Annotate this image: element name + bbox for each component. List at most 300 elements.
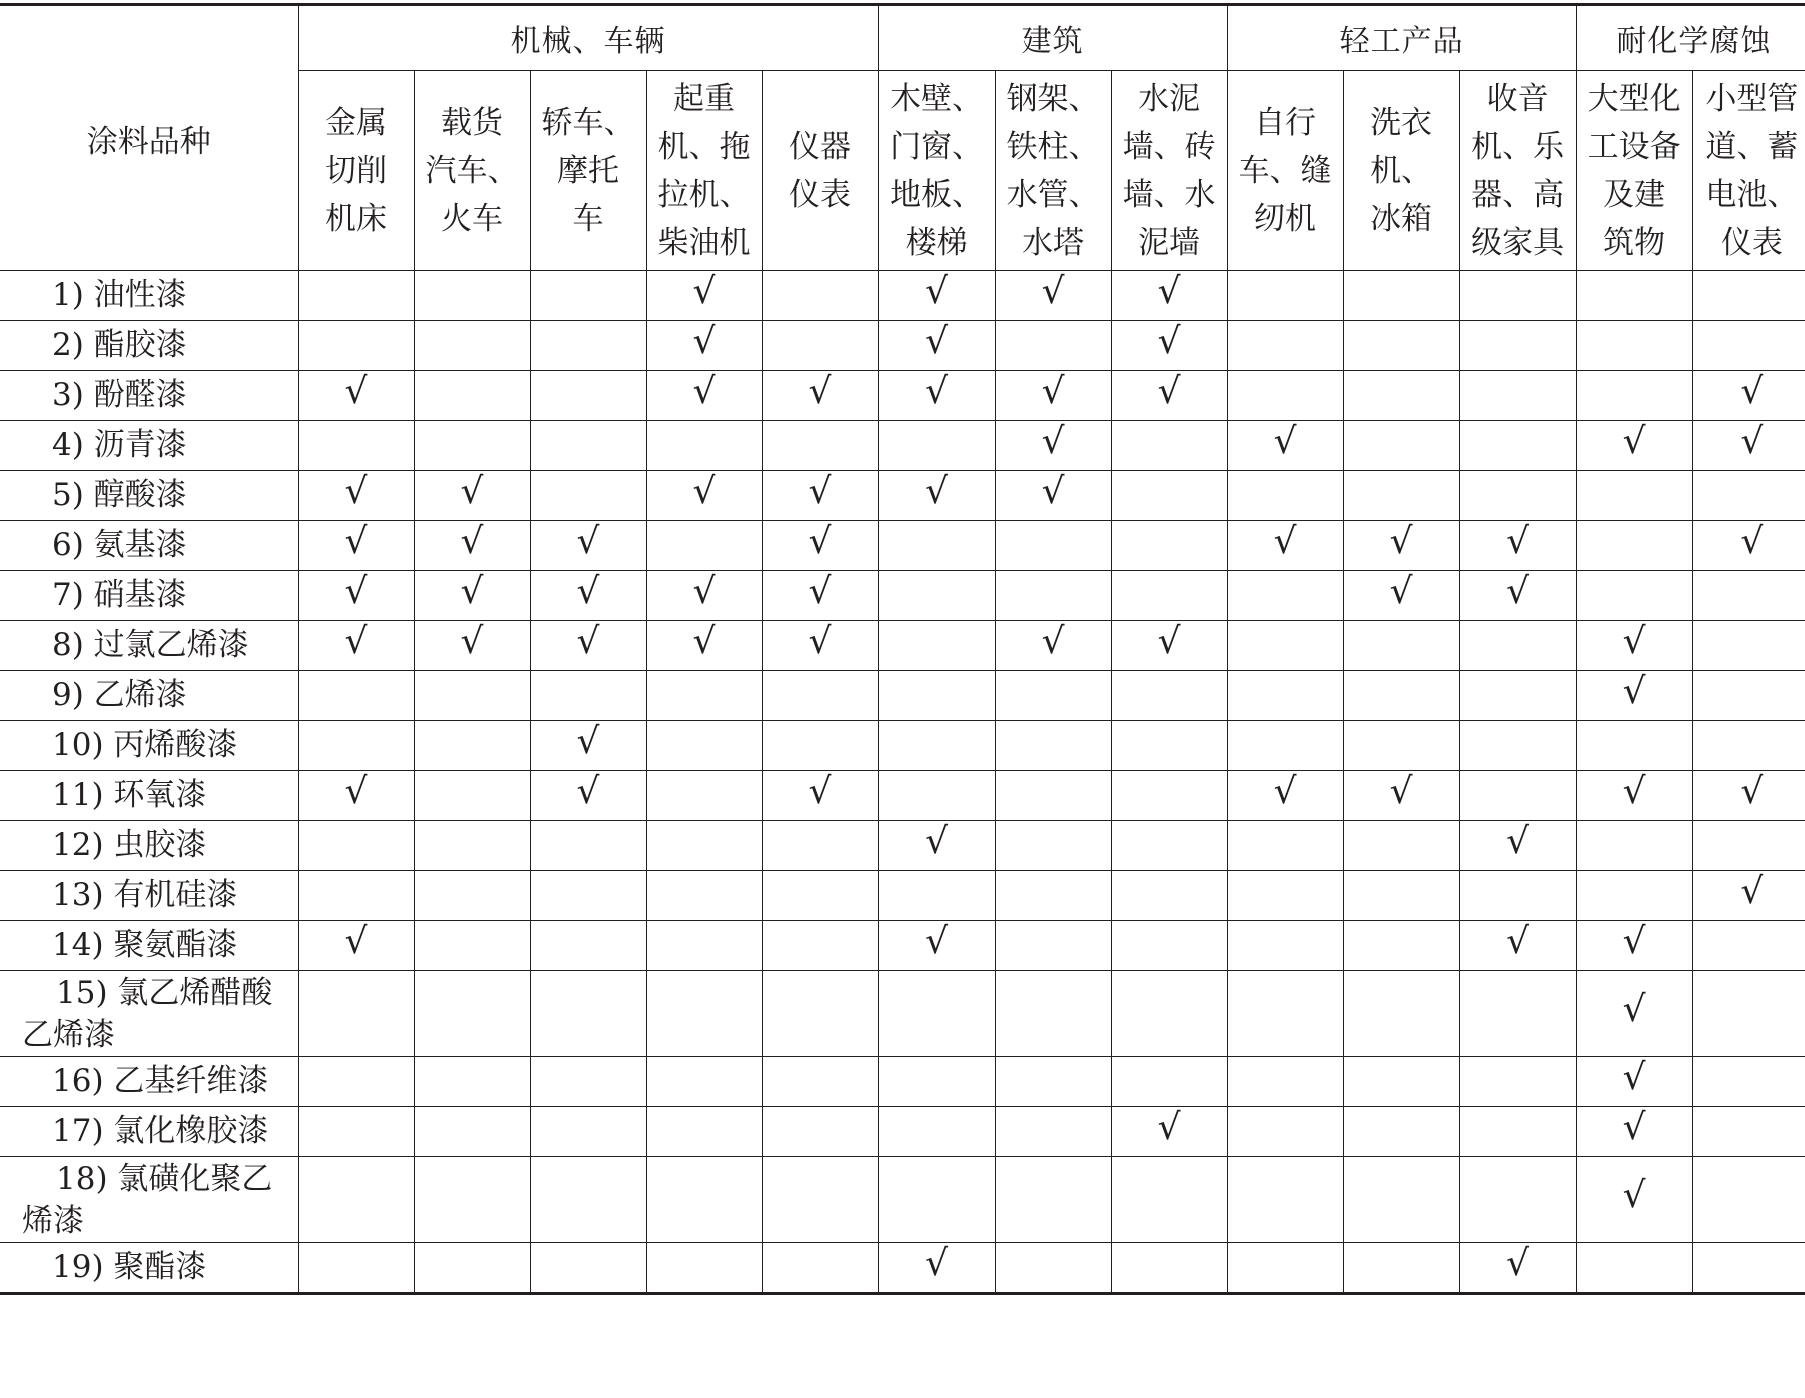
usage-cell: [1692, 1157, 1805, 1243]
usage-cell: [1692, 271, 1805, 321]
usage-cell: [530, 771, 646, 821]
coating-name-cell: 11) 环氧漆: [0, 771, 298, 821]
check-mark: √: [576, 570, 600, 612]
column-header-line: 仪器: [789, 128, 852, 165]
usage-cell: [1343, 1107, 1459, 1157]
usage-cell: [298, 1057, 414, 1107]
usage-cell: [762, 971, 878, 1057]
usage-cell: [1227, 971, 1343, 1057]
check-mark: √: [1273, 520, 1297, 562]
table-row: [0, 1157, 1805, 1243]
usage-cell: [995, 571, 1111, 621]
table-row: [0, 321, 1805, 371]
check-mark: √: [1157, 1106, 1181, 1148]
usage-cell: [1343, 1157, 1459, 1243]
usage-cell: [646, 571, 762, 621]
usage-cell: [1227, 421, 1343, 471]
check-mark: √: [1389, 770, 1413, 812]
usage-cell: [1111, 971, 1227, 1057]
table-body: [0, 271, 1805, 1294]
usage-cell: [1111, 421, 1227, 471]
check-mark: √: [1622, 1106, 1646, 1148]
check-mark: √: [1622, 420, 1646, 462]
usage-cell: [414, 1057, 530, 1107]
usage-cell: [1576, 471, 1692, 521]
usage-cell: [1343, 271, 1459, 321]
column-header-line: 水泥: [1138, 80, 1201, 117]
column-header-line: 机床: [325, 200, 387, 237]
usage-cell: [298, 821, 414, 871]
usage-cell: [762, 471, 878, 521]
usage-cell: [1343, 471, 1459, 521]
check-mark: √: [344, 620, 368, 662]
check-mark: √: [808, 470, 832, 512]
usage-cell: [414, 321, 530, 371]
usage-cell: [1343, 871, 1459, 921]
usage-cell: [1576, 1107, 1692, 1157]
usage-cell: [1227, 521, 1343, 571]
column-header-line: 切削: [325, 152, 387, 189]
usage-cell: [1576, 771, 1692, 821]
usage-cell: [1227, 1107, 1343, 1157]
usage-cell: [646, 521, 762, 571]
usage-cell: [414, 671, 530, 721]
usage-cell: [530, 1107, 646, 1157]
usage-cell: [878, 471, 995, 521]
usage-cell: [762, 521, 878, 571]
usage-cell: [646, 721, 762, 771]
usage-cell: [1227, 1057, 1343, 1107]
usage-cell: [1692, 1243, 1805, 1294]
usage-cell: [530, 421, 646, 471]
usage-cell: [995, 821, 1111, 871]
usage-cell: [646, 1157, 762, 1243]
column-header-line: 筑物: [1603, 224, 1666, 261]
usage-cell: [1227, 571, 1343, 621]
check-mark: √: [1506, 1242, 1530, 1284]
usage-cell: [1343, 1243, 1459, 1294]
column-header-line: 摩托: [557, 152, 619, 189]
check-mark: √: [1389, 520, 1413, 562]
usage-cell: [530, 1057, 646, 1107]
table-row: [0, 671, 1805, 721]
check-mark: √: [576, 620, 600, 662]
usage-cell: [1111, 1057, 1227, 1107]
usage-cell: [414, 421, 530, 471]
check-mark: √: [808, 770, 832, 812]
usage-cell: [762, 1107, 878, 1157]
column-header-9: [1227, 71, 1343, 271]
usage-cell: [298, 271, 414, 321]
check-mark: √: [808, 370, 832, 412]
usage-cell: [414, 621, 530, 671]
usage-cell: [762, 371, 878, 421]
check-mark: √: [1740, 420, 1764, 462]
usage-cell: [1343, 321, 1459, 371]
column-header-line: 柴油机: [657, 224, 751, 261]
usage-cell: [414, 821, 530, 871]
table-row: [0, 421, 1805, 471]
check-mark: √: [1157, 620, 1181, 662]
usage-cell: [762, 871, 878, 921]
column-header-line: 纫机: [1254, 200, 1317, 237]
column-header-line: 泥墙: [1138, 224, 1201, 261]
usage-cell: [1111, 571, 1227, 621]
usage-cell: [1227, 1157, 1343, 1243]
usage-cell: [1692, 871, 1805, 921]
check-mark: √: [808, 520, 832, 562]
coating-name-cell: 7) 硝基漆: [0, 571, 298, 621]
check-mark: √: [925, 1242, 949, 1284]
coating-name-cell: 19) 聚酯漆: [0, 1243, 298, 1294]
column-header-line: 器、高: [1471, 176, 1565, 213]
usage-cell: [1692, 371, 1805, 421]
column-header-line: 楼梯: [905, 224, 968, 261]
usage-cell: [995, 721, 1111, 771]
usage-cell: [298, 671, 414, 721]
check-mark: √: [1622, 670, 1646, 712]
group-header-chemical-resistance: 耐化学腐蚀: [1576, 5, 1805, 71]
check-mark: √: [460, 470, 484, 512]
usage-cell: [1459, 271, 1576, 321]
usage-cell: [1576, 571, 1692, 621]
usage-cell: [1576, 521, 1692, 571]
check-mark: √: [1506, 570, 1530, 612]
usage-cell: [878, 271, 995, 321]
check-mark: √: [1740, 770, 1764, 812]
check-mark: √: [1041, 270, 1065, 312]
column-header-1: [298, 71, 414, 271]
check-mark: √: [925, 920, 949, 962]
column-header-12: [1576, 71, 1692, 271]
usage-cell: [1576, 721, 1692, 771]
usage-cell: [646, 1107, 762, 1157]
check-mark: √: [692, 470, 716, 512]
usage-cell: [995, 921, 1111, 971]
check-mark: √: [925, 820, 949, 862]
usage-cell: [646, 921, 762, 971]
column-header-line: 火车: [441, 200, 503, 237]
usage-cell: [298, 721, 414, 771]
usage-cell: [995, 371, 1111, 421]
usage-cell: [878, 371, 995, 421]
usage-cell: [1459, 621, 1576, 671]
check-mark: √: [1622, 620, 1646, 662]
usage-cell: [1459, 571, 1576, 621]
check-mark: √: [1157, 270, 1181, 312]
usage-cell: [298, 921, 414, 971]
usage-cell: [646, 421, 762, 471]
usage-cell: [1343, 671, 1459, 721]
usage-cell: [995, 621, 1111, 671]
table-row: [0, 771, 1805, 821]
usage-cell: [1576, 621, 1692, 671]
first-column-header: 涂料品种: [0, 5, 298, 271]
coating-name-cell: [0, 1157, 298, 1243]
group-header-light-industry: 轻工产品: [1227, 5, 1576, 71]
usage-cell: [1692, 671, 1805, 721]
usage-cell: [762, 721, 878, 771]
usage-cell: [1459, 871, 1576, 921]
usage-cell: [1459, 771, 1576, 821]
usage-cell: [995, 971, 1111, 1057]
usage-cell: [1111, 321, 1227, 371]
check-mark: √: [692, 620, 716, 662]
usage-cell: [1227, 1243, 1343, 1294]
column-header-line: 金属: [325, 104, 387, 141]
usage-cell: [1227, 871, 1343, 921]
usage-cell: [1227, 371, 1343, 421]
usage-cell: [530, 471, 646, 521]
usage-cell: [1343, 721, 1459, 771]
check-mark: √: [1622, 1056, 1646, 1098]
usage-cell: [1576, 871, 1692, 921]
usage-cell: [414, 471, 530, 521]
column-header-line: 大型化: [1587, 80, 1681, 117]
table-row: [0, 521, 1805, 571]
usage-cell: [646, 771, 762, 821]
usage-cell: [878, 321, 995, 371]
check-mark: √: [576, 720, 600, 762]
check-mark: √: [1740, 370, 1764, 412]
usage-cell: [1111, 621, 1227, 671]
usage-cell: [1111, 1243, 1227, 1294]
column-header-line: 机、乐: [1471, 128, 1565, 165]
column-header-line: 水管、: [1006, 176, 1100, 213]
usage-cell: [1227, 621, 1343, 671]
check-mark: √: [1622, 920, 1646, 962]
column-header-6: [878, 71, 995, 271]
usage-cell: [762, 621, 878, 671]
usage-cell: [414, 371, 530, 421]
usage-cell: [1692, 421, 1805, 471]
check-mark: √: [344, 570, 368, 612]
check-mark: √: [1740, 520, 1764, 562]
check-mark: √: [808, 570, 832, 612]
usage-cell: [762, 421, 878, 471]
table-row: [0, 621, 1805, 671]
usage-cell: [995, 671, 1111, 721]
usage-cell: [530, 821, 646, 871]
usage-cell: [298, 371, 414, 421]
usage-cell: [1343, 571, 1459, 621]
usage-cell: [1111, 271, 1227, 321]
table-row: [0, 1107, 1805, 1157]
usage-cell: [1576, 271, 1692, 321]
usage-cell: [995, 1107, 1111, 1157]
usage-cell: [414, 571, 530, 621]
column-header-line: 拉机、: [657, 176, 751, 213]
coating-name-cell: [0, 971, 298, 1057]
coating-name-cell: 6) 氨基漆: [0, 521, 298, 571]
usage-cell: [1576, 971, 1692, 1057]
check-mark: √: [1157, 320, 1181, 362]
usage-cell: [298, 871, 414, 921]
usage-cell: [414, 1157, 530, 1243]
column-header-line: 载货: [441, 104, 503, 141]
usage-cell: [1576, 1157, 1692, 1243]
check-mark: √: [344, 370, 368, 412]
coating-name-cell: 2) 酯胶漆: [0, 321, 298, 371]
column-header-line: 小型管: [1705, 80, 1799, 117]
usage-cell: [298, 1243, 414, 1294]
usage-cell: [878, 871, 995, 921]
table-row: [0, 271, 1805, 321]
coating-name-cell: 12) 虫胶漆: [0, 821, 298, 871]
usage-cell: [878, 721, 995, 771]
column-header-line: 仪表: [1720, 224, 1783, 261]
usage-cell: [878, 621, 995, 671]
usage-cell: [1692, 1057, 1805, 1107]
column-header-line: 电池、: [1705, 176, 1799, 213]
usage-cell: [878, 1157, 995, 1243]
column-header-line: 钢架、: [1006, 80, 1100, 117]
table-row: [0, 1243, 1805, 1294]
usage-cell: [762, 771, 878, 821]
check-mark: √: [925, 270, 949, 312]
coating-name-line: 18) 氯磺化聚乙: [56, 1160, 273, 1197]
usage-cell: [1576, 421, 1692, 471]
coating-application-table: [0, 3, 1805, 1295]
usage-cell: [995, 271, 1111, 321]
usage-cell: [1111, 721, 1227, 771]
coating-name-cell: 9) 乙烯漆: [0, 671, 298, 721]
usage-cell: [414, 871, 530, 921]
check-mark: √: [576, 770, 600, 812]
column-header-7: [995, 71, 1111, 271]
column-header-2: [414, 71, 530, 271]
usage-cell: [762, 571, 878, 621]
column-header-line: 机、拖: [657, 128, 751, 165]
usage-cell: [995, 1057, 1111, 1107]
usage-cell: [1459, 921, 1576, 971]
usage-cell: [878, 1107, 995, 1157]
usage-cell: [530, 671, 646, 721]
usage-cell: [878, 421, 995, 471]
check-mark: √: [1506, 920, 1530, 962]
check-mark: √: [692, 270, 716, 312]
usage-cell: [530, 721, 646, 771]
usage-cell: [1227, 471, 1343, 521]
table-row: [0, 471, 1805, 521]
usage-cell: [646, 971, 762, 1057]
check-mark: √: [576, 520, 600, 562]
column-header-line: 木壁、: [890, 80, 984, 117]
usage-cell: [995, 1157, 1111, 1243]
check-mark: √: [1041, 370, 1065, 412]
check-mark: √: [1157, 370, 1181, 412]
usage-cell: [1227, 821, 1343, 871]
usage-cell: [1343, 971, 1459, 1057]
column-header-8: [1111, 71, 1227, 271]
coating-name-cell: 8) 过氯乙烯漆: [0, 621, 298, 671]
check-mark: √: [460, 620, 484, 662]
usage-cell: [298, 1157, 414, 1243]
usage-cell: [646, 271, 762, 321]
table-row: [0, 571, 1805, 621]
usage-cell: [762, 1243, 878, 1294]
column-header-line: 门窗、: [890, 128, 984, 165]
column-header-4: [646, 71, 762, 271]
usage-cell: [1227, 271, 1343, 321]
column-header-line: 级家具: [1471, 224, 1565, 261]
usage-cell: [298, 571, 414, 621]
column-header-line: 水塔: [1022, 224, 1085, 261]
usage-cell: [1459, 521, 1576, 571]
usage-cell: [762, 271, 878, 321]
check-mark: √: [925, 320, 949, 362]
usage-cell: [530, 571, 646, 621]
usage-cell: [1111, 521, 1227, 571]
coating-name-cell: 10) 丙烯酸漆: [0, 721, 298, 771]
usage-cell: [1692, 571, 1805, 621]
usage-cell: [530, 371, 646, 421]
usage-cell: [1111, 1107, 1227, 1157]
usage-cell: [1111, 821, 1227, 871]
usage-cell: [1576, 671, 1692, 721]
check-mark: √: [460, 570, 484, 612]
table-row: [0, 821, 1805, 871]
usage-cell: [1576, 1243, 1692, 1294]
usage-cell: [995, 1243, 1111, 1294]
usage-cell: [1227, 921, 1343, 971]
check-mark: √: [344, 520, 368, 562]
usage-cell: [646, 1243, 762, 1294]
column-header-line: 机、: [1370, 152, 1433, 189]
column-header-line: 墙、水: [1122, 176, 1216, 213]
usage-cell: [646, 371, 762, 421]
column-header-line: 汽车、: [425, 152, 519, 189]
column-header-line: 地板、: [890, 176, 984, 213]
column-header-line: 工设备: [1587, 128, 1681, 165]
coating-name-cell: 5) 醇酸漆: [0, 471, 298, 521]
usage-cell: [530, 871, 646, 921]
check-mark: √: [1622, 1174, 1646, 1216]
usage-cell: [646, 1057, 762, 1107]
usage-cell: [1111, 371, 1227, 421]
usage-cell: [1343, 921, 1459, 971]
usage-cell: [1343, 621, 1459, 671]
usage-cell: [995, 871, 1111, 921]
usage-cell: [1692, 771, 1805, 821]
usage-cell: [298, 521, 414, 571]
usage-cell: [1459, 821, 1576, 871]
usage-cell: [1111, 871, 1227, 921]
coating-name-line: 15) 氯乙烯醋酸: [56, 974, 273, 1011]
usage-cell: [298, 321, 414, 371]
usage-cell: [1459, 1157, 1576, 1243]
coating-name-cell: 3) 酚醛漆: [0, 371, 298, 421]
check-mark: √: [344, 770, 368, 812]
usage-cell: [1343, 821, 1459, 871]
check-mark: √: [1506, 520, 1530, 562]
check-mark: √: [692, 570, 716, 612]
check-mark: √: [692, 320, 716, 362]
usage-cell: [995, 521, 1111, 571]
usage-cell: [414, 921, 530, 971]
check-mark: √: [925, 370, 949, 412]
usage-cell: [298, 771, 414, 821]
usage-cell: [1576, 821, 1692, 871]
usage-cell: [1459, 321, 1576, 371]
coating-name-cell: 14) 聚氨酯漆: [0, 921, 298, 971]
usage-cell: [1692, 721, 1805, 771]
usage-cell: [1111, 921, 1227, 971]
usage-cell: [1459, 1057, 1576, 1107]
column-header-line: 冰箱: [1370, 200, 1433, 237]
usage-cell: [1459, 721, 1576, 771]
usage-cell: [878, 671, 995, 721]
